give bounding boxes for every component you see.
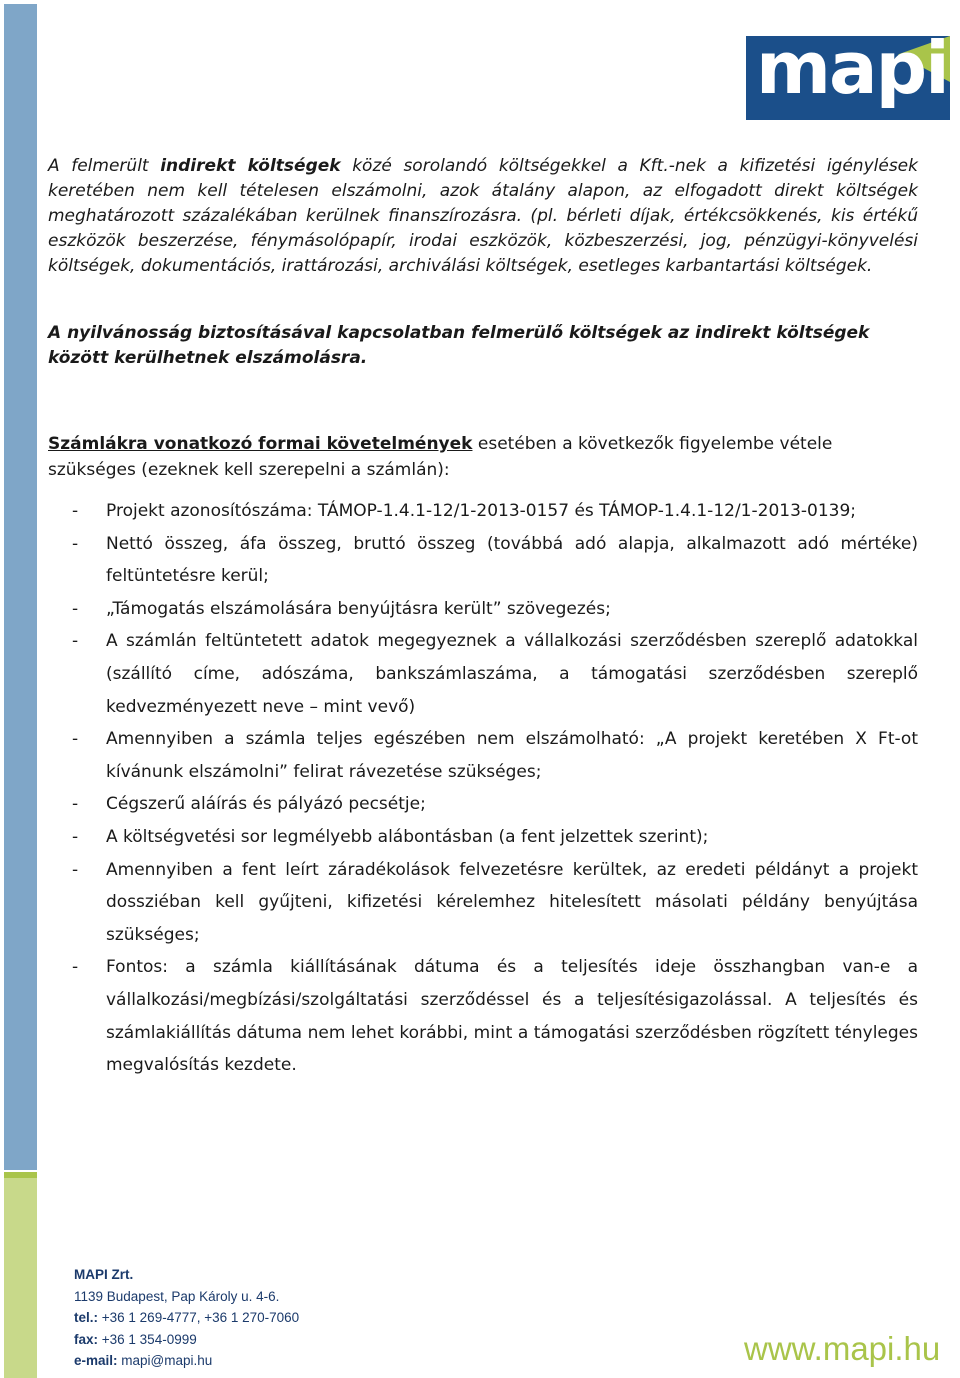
- list-item-text: Amennyiben a számla teljes egészében nem elszámolható: „A projekt keretében X Ft-ot kívánunk elszámolni” felirat rávezetése szükséges;: [106, 729, 918, 782]
- para1-emphasis: indirekt költségek: [160, 156, 341, 176]
- list-dash: -: [72, 501, 79, 521]
- publicity-costs-paragraph: A nyilvánosság biztosításával kapcsolatban felmerülő költségek az indirekt költségek között kerülhetnek elszámolásra.: [48, 323, 870, 368]
- footer-fax-label: fax:: [74, 1331, 99, 1347]
- logo-text: mapi: [756, 36, 948, 110]
- footer-fax: +36 1 354-0999: [98, 1331, 197, 1347]
- list-item: [48, 951, 918, 1081]
- list-dash: -: [72, 957, 79, 978]
- footer-company: MAPI Zrt.: [74, 1267, 134, 1282]
- list-item: [48, 788, 918, 821]
- footer-website-link[interactable]: www.mapi.hu: [744, 1330, 941, 1367]
- list-dash: -: [72, 631, 79, 652]
- footer-contact: [74, 1264, 299, 1372]
- list-dash: -: [72, 794, 79, 815]
- list-item: [48, 528, 918, 593]
- footer-tel: +36 1 269-4777, +36 1 270-7060: [98, 1310, 300, 1325]
- para1-part-a: A felmerült: [48, 156, 161, 176]
- footer-tel-label: tel.:: [74, 1310, 99, 1325]
- sidebar-decoration-blue: [4, 4, 37, 1170]
- list-item: [48, 593, 918, 626]
- list-item-text: A költségvetési sor legmélyebb alábontásban (a fent jelzettek szerint);: [106, 826, 709, 847]
- list-dash: -: [72, 729, 79, 750]
- list-item: [48, 821, 918, 854]
- list-item-text: Nettó összeg, áfa összeg, bruttó összeg (továbbá adó alapja, alkalmazott adó mértéke) feltüntetésre kerül;: [106, 533, 918, 587]
- list-dash: -: [72, 859, 79, 880]
- invoice-requirements-heading: Számlákra vonatkozó formai követelmények: [48, 434, 473, 454]
- list-dash: -: [72, 826, 79, 847]
- mapi-logo: [746, 36, 950, 120]
- list-item-text: Projekt azonosítószáma: TÁMOP-1.4.1-12/1-2013-0157 és TÁMOP-1.4.1-12/1-2013-0139;: [106, 501, 857, 521]
- footer-email[interactable]: mapi@mapi.hu: [117, 1353, 213, 1368]
- list-item-text: Cégszerű aláírás és pályázó pecsétje;: [106, 794, 426, 815]
- list-dash: -: [72, 533, 79, 554]
- footer-email-label: e-mail:: [74, 1353, 118, 1368]
- list-item-text: „Támogatás elszámolására benyújtásra került” szövegezés;: [106, 598, 611, 619]
- footer-address: 1139 Budapest, Pap Károly u. 4-6.: [74, 1288, 280, 1304]
- invoice-requirements-intro-text: esetében a következők figyelembe vétele szükséges (ezeknek kell szerepelni a számlán):: [48, 434, 833, 480]
- para1-part-c: közé sorolandó költségekkel a Kft.-nek a kifizetési igénylések keretében nem kell tételesen elszámolni, azok átalány alapon, az elfogadott direkt költségek meghatározott százalékában kerülnek finanszírozásra. (pl. bérleti díjak, értékcsökkenés, kis értékű eszközök beszerzése, fénymásolópapír, irodai eszközök, közbeszerzési, jog, pénzügyi-könyvelési költségek, dokumentációs, irattározási, archiválási költségek, esetleges karbantartási költségek.: [48, 156, 918, 276]
- list-item: [48, 625, 918, 723]
- invoice-requirements-intro: [48, 431, 918, 483]
- list-item: [48, 854, 918, 952]
- sidebar-decoration-green: [4, 1178, 37, 1378]
- list-dash: -: [72, 598, 79, 619]
- list-item-text: A számlán feltüntetett adatok megegyeznek a vállalkozási szerződésben szereplő adatokkal (szállító címe, adószáma, bankszámlaszáma, a támogatási szerződésben szereplő kedvezményezett neve – mint vevő): [106, 631, 918, 717]
- list-item: [48, 723, 918, 788]
- list-item-text: Fontos: a számla kiállításának dátuma és a teljesítés ideje összhangban van-e a vállalkozási/megbízási/szolgáltatási szerződéssel és a teljesítésigazolással. A teljesítés és számlakiállítás dátuma nem lehet korábbi, mint a támogatási szerződésben rögzített tényleges megvalósítás kezdete.: [106, 957, 918, 1076]
- invoice-requirements-list: [48, 495, 918, 1082]
- list-item: [48, 495, 918, 528]
- indirect-costs-paragraph: [48, 154, 918, 279]
- list-item-text: Amennyiben a fent leírt záradékolások felvezetésre kerültek, az eredeti példányt a projekt dossziéban kell gyűjteni, kifizetési kérelemhez hitelesített másolati példány benyújtása szükséges;: [106, 859, 918, 945]
